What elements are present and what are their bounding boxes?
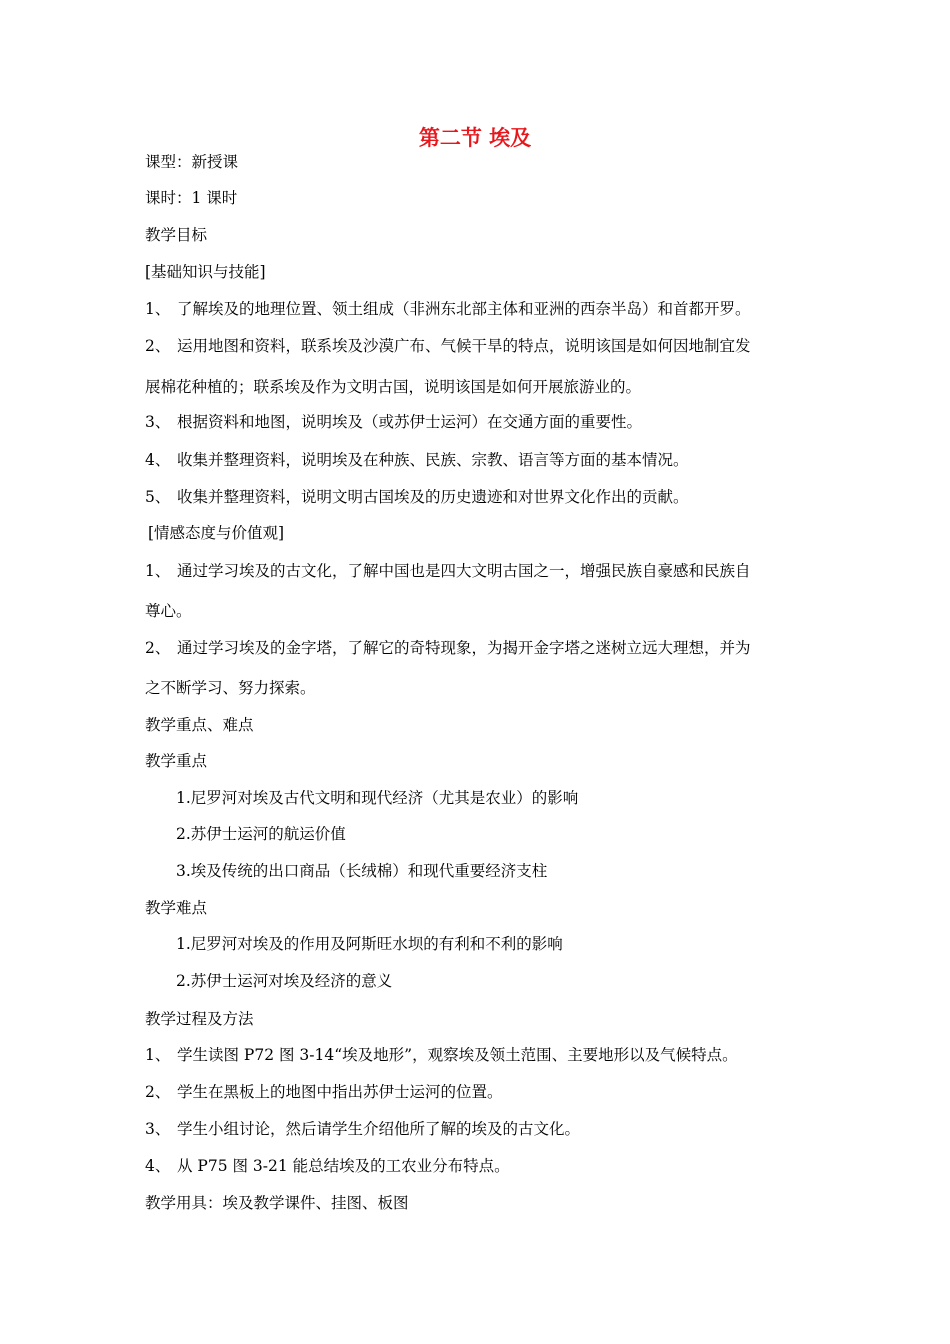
item-text: 学生在黑板上的地图中指出苏伊士运河的位置。 xyxy=(177,1083,503,1101)
emotion-item-1-continuation: 尊心。 xyxy=(145,602,192,620)
item-text: 通过学习埃及的古文化，了解中国也是四大文明古国之一，增强民族自豪感和民族自 xyxy=(177,562,751,580)
item-number: 4、 xyxy=(145,451,171,469)
key-point-3: 3.埃及传统的出口商品（长绒棉）和现代重要经济支柱 xyxy=(176,862,548,880)
item-number: 1、 xyxy=(145,300,171,318)
difficult-point-2: 2.苏伊士运河对埃及经济的意义 xyxy=(176,972,393,990)
basic-item-3 xyxy=(145,412,642,432)
key-points-heading: 教学重点 xyxy=(145,752,208,770)
process-item-3 xyxy=(145,1119,580,1139)
item-text: 运用地图和资料，联系埃及沙漠广布、气候干旱的特点，说明该国是如何因地制宜发 xyxy=(177,337,751,355)
key-point-2: 2.苏伊士运河的航运价值 xyxy=(176,825,346,843)
item-number: 5、 xyxy=(145,488,171,506)
difficult-points-heading: 教学难点 xyxy=(145,899,208,917)
emotion-item-1 xyxy=(145,561,751,581)
page-title: 第二节 埃及 xyxy=(418,126,532,150)
item-text: 学生小组讨论，然后请学生介绍他所了解的埃及的古文化。 xyxy=(177,1120,581,1138)
item-number: 1、 xyxy=(145,562,171,580)
basic-skills-heading: [基础知识与技能] xyxy=(145,263,266,281)
process-heading: 教学过程及方法 xyxy=(145,1010,254,1028)
difficult-point-1: 1.尼罗河对埃及的作用及阿斯旺水坝的有利和不利的影响 xyxy=(176,935,563,953)
key-point-1: 1.尼罗河对埃及古代文明和现代经济（尤其是农业）的影响 xyxy=(176,789,579,807)
item-text: 学生读图 P72 图 3-14“埃及地形”，观察埃及领土范围、主要地形以及气候特点。 xyxy=(177,1046,738,1064)
item-number: 4、 xyxy=(145,1157,171,1175)
item-number: 2、 xyxy=(145,639,171,657)
basic-item-4 xyxy=(145,450,689,470)
emotion-item-2-continuation: 之不断学习、努力探索。 xyxy=(145,679,316,697)
item-text: 了解埃及的地理位置、领土组成（非洲东北部主体和亚洲的西奈半岛）和首都开罗。 xyxy=(177,300,751,318)
item-number: 2、 xyxy=(145,337,171,355)
process-item-1 xyxy=(145,1045,738,1065)
item-text: 从 P75 图 3-21 能总结埃及的工农业分布特点。 xyxy=(177,1157,510,1175)
process-item-4 xyxy=(145,1156,510,1176)
teaching-tools: 教学用具：埃及教学课件、挂图、板图 xyxy=(145,1194,409,1212)
lesson-type: 课型：新授课 xyxy=(145,153,239,171)
goals-heading: 教学目标 xyxy=(145,226,208,244)
item-number: 3、 xyxy=(145,1120,171,1138)
basic-item-2 xyxy=(145,336,751,356)
item-number: 2、 xyxy=(145,1083,171,1101)
key-difficult-heading: 教学重点、难点 xyxy=(145,716,254,734)
item-text: 根据资料和地图，说明埃及（或苏伊士运河）在交通方面的重要性。 xyxy=(177,413,643,431)
item-text: 收集并整理资料，说明埃及在种族、民族、宗教、语言等方面的基本情况。 xyxy=(177,451,689,469)
emotion-item-2 xyxy=(145,638,751,658)
process-item-2 xyxy=(145,1082,503,1102)
item-text: 收集并整理资料，说明文明古国埃及的历史遗迹和对世界文化作出的贡献。 xyxy=(177,488,689,506)
basic-item-2-continuation: 展棉花种植的；联系埃及作为文明古国，说明该国是如何开展旅游业的。 xyxy=(145,378,642,396)
lesson-hours: 课时：1 课时 xyxy=(145,189,238,207)
basic-item-5 xyxy=(145,487,689,507)
emotion-heading: [情感态度与价值观] xyxy=(148,524,285,542)
basic-item-1 xyxy=(145,299,751,319)
item-number: 1、 xyxy=(145,1046,171,1064)
item-number: 3、 xyxy=(145,413,171,431)
item-text: 通过学习埃及的金字塔，了解它的奇特现象，为揭开金字塔之迷树立远大理想，并为 xyxy=(177,639,751,657)
